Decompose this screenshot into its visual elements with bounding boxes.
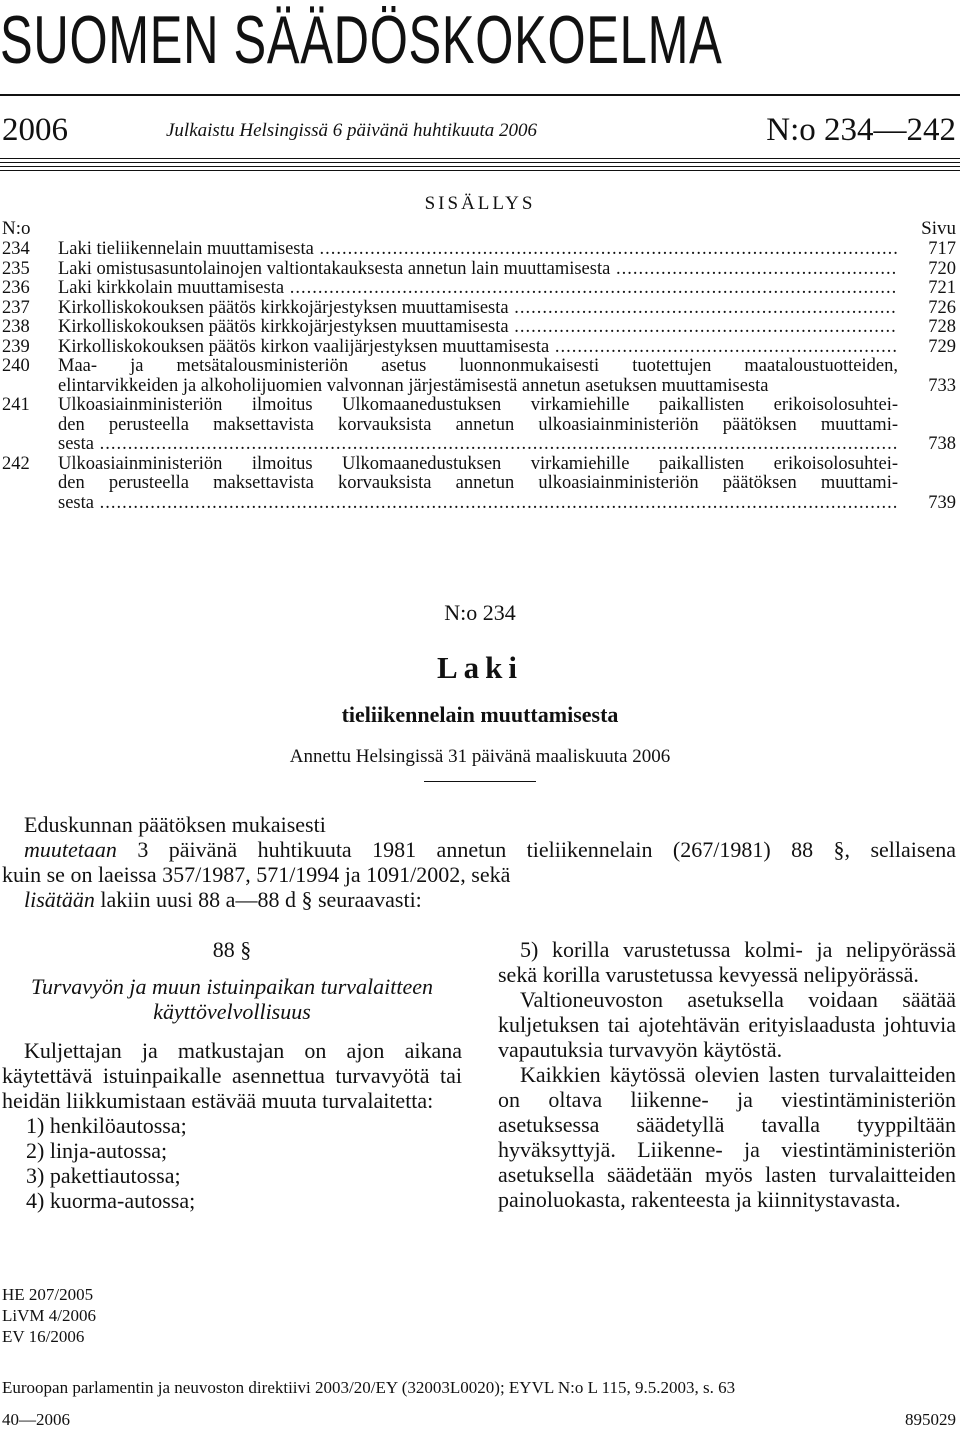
contents-list: [2, 240, 956, 513]
contents-item[interactable]: 235 Laki omistusasuntolainojen valtiontakauksesta annetun lain muuttamisesta ..... 720: [2, 260, 956, 280]
contents-item[interactable]: 240 Maa- ja metsätalousministeriön asetus luonnonmukaisesti tuotettujen maataloustuotteiden, elintarvikkeiden ja alkoholijuomien valvonnan järjestämisestä annetun asetuksen muuttamisesta 733: [2, 356, 956, 396]
header-rule: [0, 94, 960, 96]
act-type: Laki: [436, 650, 524, 685]
section-title: Turvavyön ja muun istuinpaikan turvalaitteen käyttövelvollisuus: [30, 974, 434, 1024]
list-item: 4) kuorma-autossa;: [26, 1188, 196, 1213]
column-page: Sivu: [921, 218, 956, 239]
list-item: 2) linja-autossa;: [26, 1138, 168, 1163]
section-paragraph: Valtioneuvoston asetuksella voidaan säätää kuljetuksen tai ajotehtävän erityislaadusta johtuvia vapautuksia turvavyön käytöstä.: [498, 987, 956, 1062]
list-item: 5) korilla varustetussa kolmi- ja nelipyörässä sekä korilla varustetussa kevyessä nelipyörässä.: [498, 937, 956, 987]
section-paragraph: Kuljettajan ja matkustajan on ajon aikana käytettävä istuinpaikalle asennettua turvavyötä tai heidän liikkumistaan estävää muuta turvalaitetta:: [2, 1038, 462, 1113]
issue-numbers: N:o 234—242: [766, 112, 956, 148]
issue-header: [0, 110, 960, 150]
contents-item[interactable]: 237 Kirkolliskokouksen päätös kirkkojärjestyksen muuttamisesta ..... 726: [2, 299, 956, 319]
column-number: N:o: [2, 218, 31, 239]
contents-title: SISÄLLYS: [424, 193, 536, 214]
publication-date: Julkaistu Helsingissä 6 päivänä huhtikuuta 2006: [166, 120, 538, 141]
act-preamble: Eduskunnan päätöksen mukaisesti muutetaan 3 päivänä huhtikuuta 1981 annetun tieliikennelain (267/1981) 88 §, sellaisena kuin se on laeissa 357/1987, 571/1994 ja 1091/2002, sekä lisätään lakiin uusi 88 a—88 d § seuraavasti:: [2, 812, 956, 912]
contents-item[interactable]: 236 Laki kirkkolain muuttamisesta ..... 721: [2, 279, 956, 299]
act-given-date: Annettu Helsingissä 31 päivänä maaliskuuta 2006: [289, 746, 671, 767]
eu-directive-reference: Euroopan parlamentin ja neuvoston direktiivi 2003/20/EY (32003L0020); EYVL N:o L 115, 9.5.2003, s. 63: [2, 1378, 736, 1397]
contents-item[interactable]: 238 Kirkolliskokouksen päätös kirkkojärjestyksen muuttamisesta ..... 728: [2, 318, 956, 338]
header-rules: [0, 158, 960, 174]
vehicle-list: [2, 1113, 462, 1213]
list-item: 1) henkilöautossa;: [26, 1113, 187, 1138]
list-item: 3) pakettiautossa;: [26, 1163, 181, 1188]
contents-item[interactable]: 234 Laki tieliikennelain muuttamisesta ..... 717: [2, 240, 956, 260]
act-subject: tieliikennelain muuttamisesta: [341, 702, 619, 727]
section-right-column: [498, 937, 956, 1212]
contents-item[interactable]: 242 Ulkoasiainministeriön ilmoitus Ulkomaanedustuksen virkamiehille paikallisten erikoisolosuhtei- den perusteella maksettavista korvauksista annetun ulkoasiainministeriön päätöksen muuttami- sesta ..... 739: [2, 455, 956, 514]
footer-code-right: 895029: [905, 1410, 956, 1429]
section-heading: 88 §: [212, 937, 252, 962]
masthead-title: SUOMEN SÄÄDÖSKOKOELMA: [0, 2, 723, 78]
title-divider: [424, 781, 536, 782]
legislative-references: HE 207/2005 LiVM 4/2006 EV 16/2006: [2, 1285, 96, 1346]
section-left-column: [2, 937, 462, 1213]
contents-item[interactable]: 239 Kirkolliskokouksen päätös kirkon vaalijärjestyksen muuttamisesta ..... 729: [2, 338, 956, 358]
contents-columns: [2, 218, 956, 240]
issue-year: 2006: [2, 112, 68, 148]
footer-code-left: 40—2006: [2, 1410, 70, 1429]
act-number: N:o 234: [444, 600, 516, 625]
contents-item[interactable]: 241 Ulkoasiainministeriön ilmoitus Ulkomaanedustuksen virkamiehille paikallisten erikoisolosuhtei- den perusteella maksettavista korvauksista annetun ulkoasiainministeriön päätöksen muuttami- sesta ..... 738: [2, 396, 956, 455]
section-paragraph: Kaikkien käytössä olevien lasten turvalaitteiden on oltava liikenne- ja viestintäministeriön asetuksessa säädetyllä tavalla tyyppiltään hyväksyttyjä. Liikenne- ja viestintäministeriön asetuksella säädetään myös lasten turvalaitteiden painoluokasta, rakenteesta ja kiinnitystavasta.: [498, 1062, 956, 1212]
